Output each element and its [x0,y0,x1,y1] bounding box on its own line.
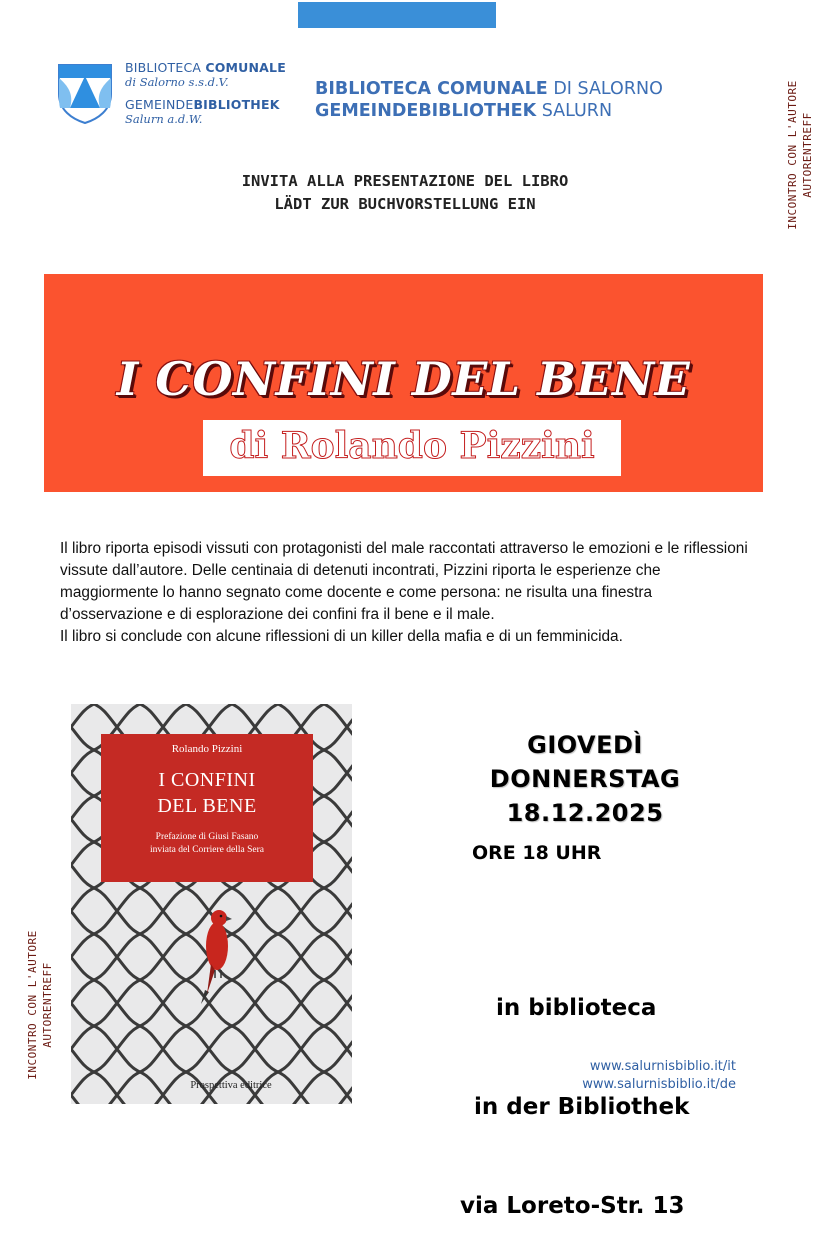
logo-line2: di Salorno s.s.d.V. [125,75,229,89]
book-description [60,538,750,648]
side-label-top-line2: AUTORENTREFF [801,112,814,198]
logo-line1b: COMUNALE [205,60,286,75]
library-name-it-rest: DI SALORNO [547,79,663,99]
cover-author: Rolando Pizzini [171,743,243,755]
library-name-it-bold: BIBLIOTECA COMUNALE [315,79,548,99]
library-logo-text [125,60,305,127]
book-author: di Rolando Pizzini [229,425,595,467]
library-name-de-rest: SALURN [536,101,613,121]
logo-line1a: BIBLIOTECA [125,60,206,75]
invitation-it: INVITA ALLA PRESENTAZIONE DEL LIBRO [241,172,569,190]
red-bird-icon [199,894,239,1004]
library-name-heading [315,78,663,122]
event-date: 18.12.2025 [506,799,664,827]
side-label-bottom [25,905,55,1105]
cover-title-line1: I CONFINI [158,769,256,791]
logo-line3b: BIBLIOTHEK [193,97,280,112]
side-label-top-line1: INCONTRO CON L'AUTORE [786,80,799,230]
event-place-de: in der Bibliothek [466,1094,690,1120]
event-time: ORE 18 UHR [472,842,602,864]
event-date-block [440,728,730,830]
side-label-top [785,55,815,255]
library-shield-logo-icon [58,64,112,124]
library-name-de-bold: GEMEINDEBIBLIOTHEK [315,101,537,121]
cover-title-line2: DEL BENE [157,795,257,817]
logo-line3a: GEMEINDE [125,97,194,112]
invitation-de: LÄDT ZUR BUCHVORSTELLUNG EIN [274,195,536,213]
side-label-bottom-line2: AUTORENTREFF [41,962,54,1048]
description-paragraph-2: Il libro si conclude con alcune riflessioni di un killer della mafia e di un femminicida. [60,628,623,645]
event-place-it: in biblioteca [496,995,657,1021]
website-link-it[interactable]: www.salurnisbiblio.it/it [589,1059,736,1074]
cover-subtitle-line1: Prefazione di Giusi Fasano [155,832,259,842]
top-accent-bar [298,2,496,28]
book-cover-image [71,704,352,1104]
logo-line4: Salurn a.d.W. [125,112,203,126]
event-day-de: DONNERSTAG [489,765,681,793]
book-title: I CONFINI DEL BENE [116,352,691,406]
side-label-bottom-line1: INCONTRO CON L'AUTORE [26,930,39,1080]
description-paragraph-1: Il libro riporta episodi vissuti con protagonisti del male raccontati attraverso le emozioni e le riflessioni vissute dall’autore. Delle centinaia di detenuti incontrati, Pizzini riporta le esperienze che maggiormente lo hanno segnato come docente e come persona: ne risulta una finestra d’osservazione e di esplorazione dei confini fra il bene e il male. [60,540,748,623]
website-links [530,1058,736,1094]
website-link-de[interactable]: www.salurnisbiblio.it/de [582,1077,736,1092]
cover-title-panel [101,734,313,882]
cover-subtitle-line2: inviata del Corriere della Sera [150,845,264,855]
event-day-it: GIOVEDÌ [527,731,643,759]
invitation-text [0,170,810,216]
event-address: via Loreto-Str. 13 [460,1193,685,1219]
cover-publisher: Prospettiva editrice [190,1080,272,1091]
